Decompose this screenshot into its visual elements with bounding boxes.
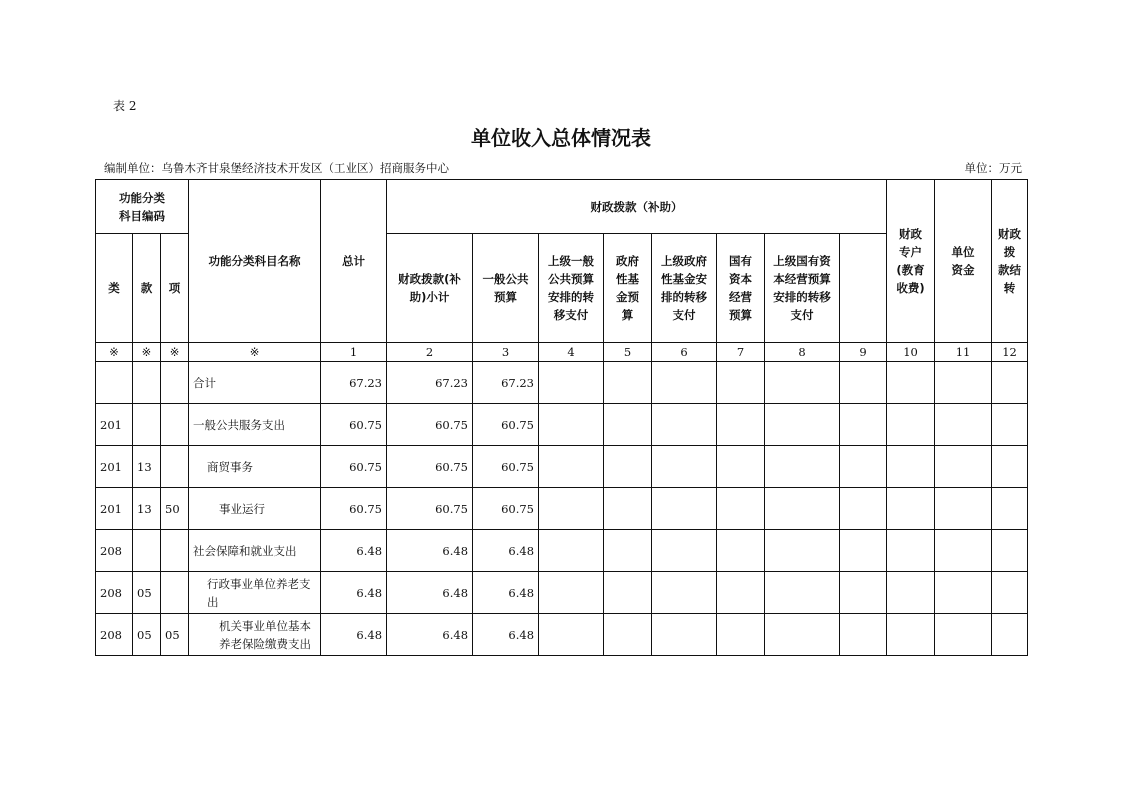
header-carryover: 财政拨 款结转	[992, 180, 1028, 343]
header-upper-gov-fund: 上级政府 性基金安 排的转移 支付	[652, 234, 717, 343]
cell-empty	[717, 530, 765, 572]
cell-empty	[652, 572, 717, 614]
income-table	[95, 179, 1028, 656]
cell-general-budget: 6.48	[473, 614, 539, 656]
cell-xiang	[161, 446, 189, 488]
table-row	[96, 614, 1028, 656]
cell-func-name: 商贸事务	[189, 446, 321, 488]
cell-empty	[604, 614, 652, 656]
cell-empty	[935, 404, 992, 446]
cell-empty	[652, 362, 717, 404]
cell-lei: 208	[96, 572, 133, 614]
header-general-budget: 一般公共 预算	[473, 234, 539, 343]
header-fiscal-subtotal: 财政拨款(补 助)小计	[387, 234, 473, 343]
cell-func-name: 社会保障和就业支出	[189, 530, 321, 572]
cell-empty	[765, 614, 840, 656]
cell-empty	[840, 614, 887, 656]
page-title: 单位收入总体情况表	[471, 126, 651, 150]
index-cell: ※	[189, 343, 321, 362]
cell-empty	[887, 572, 935, 614]
cell-total: 60.75	[321, 446, 387, 488]
cell-total: 6.48	[321, 614, 387, 656]
cell-lei: 201	[96, 488, 133, 530]
cell-empty	[992, 488, 1028, 530]
index-cell: 9	[840, 343, 887, 362]
cell-empty	[539, 572, 604, 614]
index-row	[96, 343, 1028, 362]
cell-empty	[840, 404, 887, 446]
cell-empty	[717, 446, 765, 488]
index-cell: 5	[604, 343, 652, 362]
cell-general-budget: 67.23	[473, 362, 539, 404]
index-cell: 10	[887, 343, 935, 362]
cell-general-budget: 60.75	[473, 404, 539, 446]
cell-empty	[935, 488, 992, 530]
cell-xiang	[161, 404, 189, 446]
cell-func-name: 事业运行	[189, 488, 321, 530]
cell-empty	[935, 446, 992, 488]
index-cell: 1	[321, 343, 387, 362]
cell-xiang	[161, 572, 189, 614]
cell-empty	[539, 488, 604, 530]
cell-empty	[935, 362, 992, 404]
organization-line: 编制单位：乌鲁木齐甘泉堡经济技术开发区（工业区）招商服务中心	[104, 161, 449, 175]
cell-general-budget: 60.75	[473, 446, 539, 488]
cell-empty	[717, 404, 765, 446]
cell-empty	[717, 488, 765, 530]
index-cell: 12	[992, 343, 1028, 362]
index-cell: ※	[161, 343, 189, 362]
cell-empty	[840, 488, 887, 530]
table-row	[96, 446, 1028, 488]
cell-xiang: 50	[161, 488, 189, 530]
data-rows	[96, 362, 1028, 656]
cell-empty	[717, 572, 765, 614]
cell-empty	[887, 530, 935, 572]
header-fiscal-group: 财政拨款（补助）	[387, 180, 887, 234]
index-cell: ※	[133, 343, 161, 362]
header-func-name: 功能分类科目名称	[189, 180, 321, 343]
cell-empty	[539, 614, 604, 656]
cell-empty	[604, 446, 652, 488]
cell-empty	[604, 530, 652, 572]
cell-empty	[652, 488, 717, 530]
cell-lei: 201	[96, 404, 133, 446]
header-special-account: 财政 专户 (教育 收费)	[887, 180, 935, 343]
cell-empty	[840, 572, 887, 614]
cell-empty	[840, 446, 887, 488]
header-unit-funds: 单位 资金	[935, 180, 992, 343]
cell-lei: 208	[96, 614, 133, 656]
cell-general-budget: 6.48	[473, 572, 539, 614]
cell-xiang	[161, 530, 189, 572]
cell-fiscal-subtotal: 67.23	[387, 362, 473, 404]
index-cell: 7	[717, 343, 765, 362]
cell-empty	[887, 404, 935, 446]
index-cell: 4	[539, 343, 604, 362]
cell-kuan	[133, 362, 161, 404]
cell-general-budget: 6.48	[473, 530, 539, 572]
index-cell: 2	[387, 343, 473, 362]
header-total: 总计	[321, 180, 387, 343]
table-row	[96, 572, 1028, 614]
index-cell: 6	[652, 343, 717, 362]
header-state-capital: 国有 资本 经营 预算	[717, 234, 765, 343]
header-upper-general: 上级一般 公共预算 安排的转 移支付	[539, 234, 604, 343]
cell-empty	[992, 530, 1028, 572]
cell-empty	[935, 572, 992, 614]
cell-kuan: 13	[133, 488, 161, 530]
cell-fiscal-subtotal: 60.75	[387, 488, 473, 530]
cell-empty	[992, 404, 1028, 446]
index-cell: 11	[935, 343, 992, 362]
index-cell: ※	[96, 343, 133, 362]
index-cell: 3	[473, 343, 539, 362]
cell-empty	[652, 404, 717, 446]
cell-fiscal-subtotal: 6.48	[387, 530, 473, 572]
cell-total: 6.48	[321, 530, 387, 572]
cell-empty	[887, 614, 935, 656]
cell-empty	[887, 446, 935, 488]
cell-empty	[840, 362, 887, 404]
cell-xiang: 05	[161, 614, 189, 656]
cell-kuan: 13	[133, 446, 161, 488]
cell-xiang	[161, 362, 189, 404]
cell-kuan	[133, 530, 161, 572]
cell-empty	[765, 572, 840, 614]
cell-func-name: 机关事业单位基本养老保险缴费支出	[189, 614, 321, 656]
cell-empty	[992, 614, 1028, 656]
cell-fiscal-subtotal: 6.48	[387, 572, 473, 614]
cell-kuan: 05	[133, 614, 161, 656]
cell-func-name: 行政事业单位养老支出	[189, 572, 321, 614]
cell-empty	[652, 530, 717, 572]
index-cell: 8	[765, 343, 840, 362]
header-kuan: 款	[133, 234, 161, 343]
cell-empty	[652, 446, 717, 488]
cell-empty	[992, 446, 1028, 488]
cell-func-name: 一般公共服务支出	[189, 404, 321, 446]
cell-kuan: 05	[133, 572, 161, 614]
cell-empty	[652, 614, 717, 656]
cell-fiscal-subtotal: 60.75	[387, 446, 473, 488]
cell-empty	[539, 362, 604, 404]
cell-empty	[604, 488, 652, 530]
cell-empty	[992, 362, 1028, 404]
table-row	[96, 362, 1028, 404]
cell-fiscal-subtotal: 6.48	[387, 614, 473, 656]
cell-empty	[887, 488, 935, 530]
unit-line: 单位：万元	[964, 161, 1022, 175]
cell-total: 60.75	[321, 404, 387, 446]
cell-empty	[717, 362, 765, 404]
cell-func-name: 合计	[189, 362, 321, 404]
header-gov-fund: 政府 性基 金预 算	[604, 234, 652, 343]
cell-fiscal-subtotal: 60.75	[387, 404, 473, 446]
cell-total: 67.23	[321, 362, 387, 404]
cell-empty	[765, 404, 840, 446]
cell-general-budget: 60.75	[473, 488, 539, 530]
cell-kuan	[133, 404, 161, 446]
cell-empty	[539, 530, 604, 572]
header-upper-state-capital: 上级国有资 本经营预算 安排的转移 支付	[765, 234, 840, 343]
cell-empty	[539, 446, 604, 488]
cell-lei	[96, 362, 133, 404]
cell-empty	[765, 362, 840, 404]
table-row	[96, 488, 1028, 530]
cell-empty	[539, 404, 604, 446]
table-row	[96, 530, 1028, 572]
cell-lei: 208	[96, 530, 133, 572]
cell-total: 60.75	[321, 488, 387, 530]
cell-empty	[604, 362, 652, 404]
header-xiang: 项	[161, 234, 189, 343]
cell-lei: 201	[96, 446, 133, 488]
cell-empty	[935, 530, 992, 572]
cell-empty	[765, 446, 840, 488]
cell-empty	[604, 572, 652, 614]
cell-empty	[935, 614, 992, 656]
cell-total: 6.48	[321, 572, 387, 614]
table-label: 表 2	[113, 99, 137, 113]
cell-empty	[717, 614, 765, 656]
cell-empty	[840, 530, 887, 572]
cell-empty	[992, 572, 1028, 614]
cell-empty	[604, 404, 652, 446]
cell-empty	[765, 530, 840, 572]
header-lei: 类	[96, 234, 133, 343]
cell-empty	[887, 362, 935, 404]
header-func-code: 功能分类 科目编码	[96, 180, 189, 234]
cell-empty	[765, 488, 840, 530]
table-row	[96, 404, 1028, 446]
